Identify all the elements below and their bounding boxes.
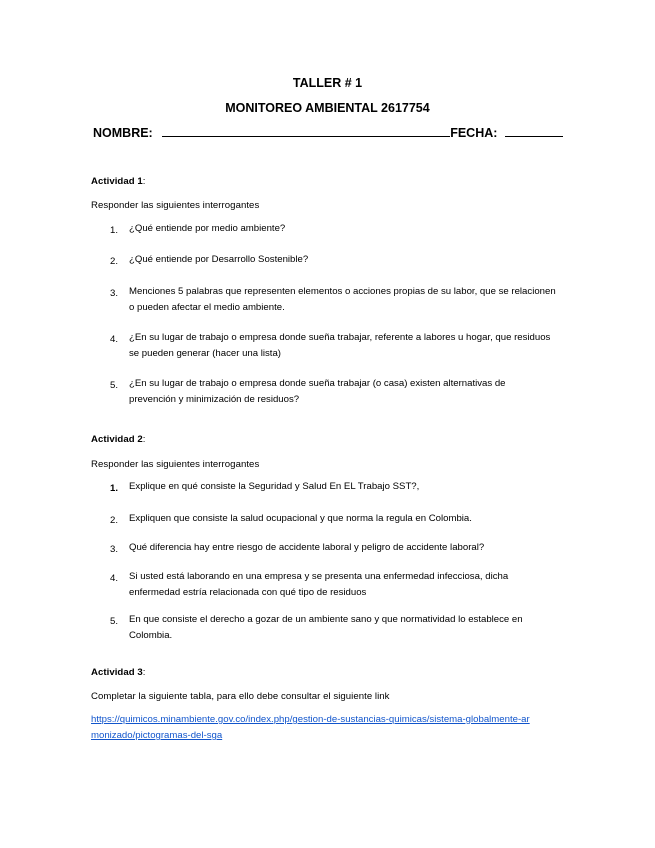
activity3-intro: Completar la siguiente tabla, para ello debe consultar el siguiente link <box>91 691 390 702</box>
activity1-colon: : <box>142 176 146 187</box>
activity1-item2-number: 2. <box>109 256 118 267</box>
activity3-colon: : <box>142 667 146 678</box>
activity2-item4-number: 4. <box>109 573 118 584</box>
activity1-item1-text: ¿Qué entiende por medio ambiente? <box>129 223 286 234</box>
activity2-item5-number: 5. <box>109 616 118 627</box>
activity1-item1-number: 1. <box>109 225 118 236</box>
activity1-item4-number: 4. <box>109 334 118 345</box>
activity2-intro: Responder las siguientes interrogantes <box>91 459 260 470</box>
activity3-heading <box>91 667 145 678</box>
activity2-item2-text: Expliquen que consiste la salud ocupacional y que norma la regula en Colombia. <box>129 513 472 524</box>
activity1-item3-text: Menciones 5 palabras que representen elementos o acciones propias de su labor, que se relacionen o pueden afectar el medio ambiente. <box>129 286 556 313</box>
name-row <box>93 126 563 140</box>
activity1-title: Actividad 1 <box>91 176 143 187</box>
document-title: TALLER # 1 <box>292 76 363 90</box>
activity2-item3-text: Qué diferencia hay entre riesgo de accidente laboral y peligro de accidente laboral? <box>129 542 485 553</box>
activity2-item4-text: Si usted está laborando en una empresa y se presenta una enfermedad infecciosa, dicha enfermedad estría relacionada con qué tipo de residuos <box>129 571 509 598</box>
activity1-intro: Responder las siguientes interrogantes <box>91 200 260 211</box>
activity1-item2-text: ¿Qué entiende por Desarrollo Sostenible? <box>129 254 309 265</box>
activity2-heading <box>91 434 145 445</box>
activity2-title: Actividad 2 <box>91 434 143 445</box>
date-blank-line <box>505 135 563 137</box>
pictogram-reference-link[interactable]: https://quimicos.minambiente.gov.co/index.php/gestion-de-sustancias-quimicas/sistema-globalmente-armonizado/pictogramas-del-sga <box>91 714 530 741</box>
activity1-item5-number: 5. <box>109 380 118 391</box>
name-label: NOMBRE: <box>93 126 153 140</box>
activity2-colon: : <box>142 434 146 445</box>
name-blank-line <box>162 135 450 137</box>
activity2-item2-number: 2. <box>109 515 118 526</box>
activity3-title: Actividad 3 <box>91 667 143 678</box>
activity1-item5-text: ¿En su lugar de trabajo o empresa donde sueña trabajar (o casa) existen alternativas de prevención y minimización de residuos? <box>129 378 506 405</box>
activity2-item5-text: En que consiste el derecho a gozar de un ambiente sano y que normatividad lo establece en Colombia. <box>129 614 523 641</box>
activity2-item3-number: 3. <box>109 544 118 555</box>
activity2-item1-text: Explique en qué consiste la Seguridad y Salud En EL Trabajo SST?, <box>129 481 420 492</box>
document-subtitle: MONITOREO AMBIENTAL 2617754 <box>225 101 430 115</box>
activity1-item4-text: ¿En su lugar de trabajo o empresa donde sueña trabajar, referente a labores u hogar, que residuos se pueden generar (hacer una lista) <box>129 332 551 359</box>
activity1-item3-number: 3. <box>109 288 118 299</box>
activity2-item1-number: 1. <box>109 483 118 494</box>
activity1-heading <box>91 176 145 187</box>
date-label: FECHA: <box>450 126 498 140</box>
